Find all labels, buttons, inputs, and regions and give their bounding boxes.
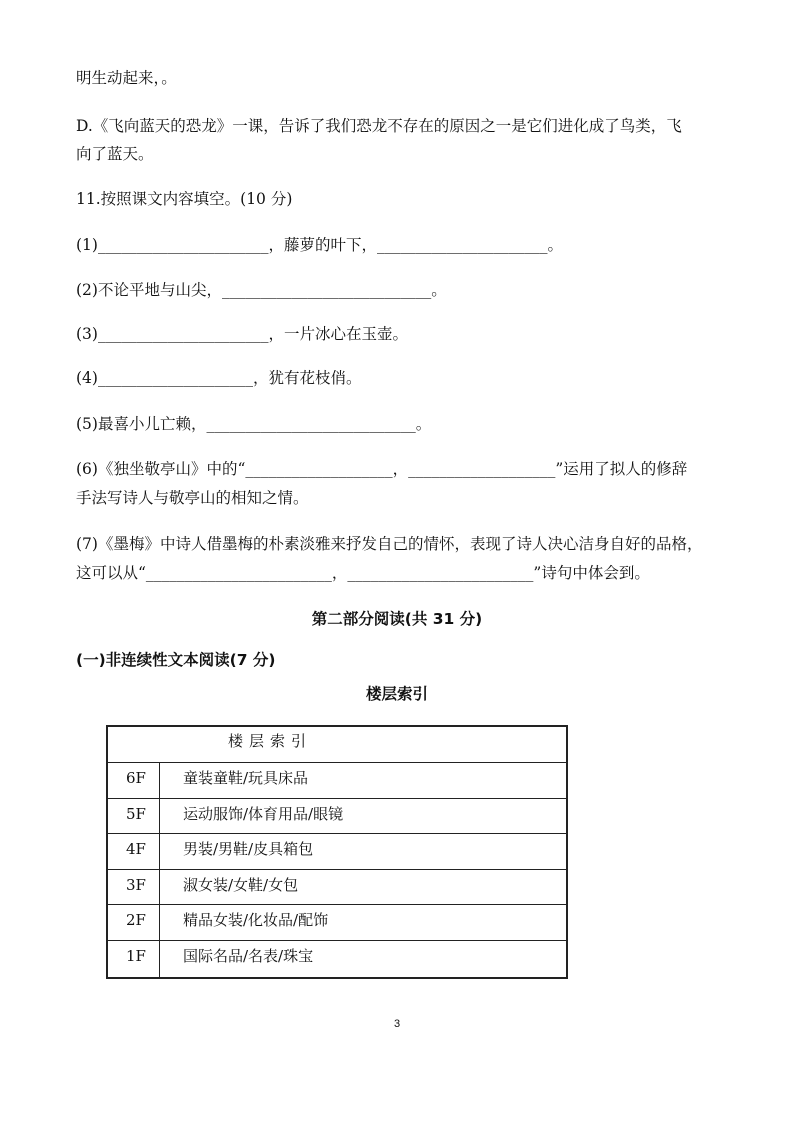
text-line: 向了蓝天。 xyxy=(76,145,154,163)
table-row xyxy=(108,870,566,906)
table-row xyxy=(108,834,566,870)
text-line: D.《飞向蓝天的恐龙》一课，告诉了我们恐龙不存在的原因之一是它们进化成了鸟类，飞 xyxy=(76,117,682,135)
fill-blank-3: (3)______________________，一片冰心在玉壶。 xyxy=(76,325,408,343)
category-cell: 精品女装/化妆品/配饰 xyxy=(183,911,329,929)
floor-cell: 2F xyxy=(108,905,160,940)
text-line: 这可以从“________________________，________________________”诗句中体会到。 xyxy=(76,564,650,582)
page-number: 3 xyxy=(393,1018,401,1030)
text-line: 手法写诗人与敬亭山的相知之情。 xyxy=(76,489,309,507)
table-row xyxy=(108,763,566,799)
category-cell: 男装/男鞋/皮具箱包 xyxy=(183,840,314,858)
category-cell: 国际名品/名表/珠宝 xyxy=(183,946,314,965)
table-header: 楼层索引 xyxy=(108,727,566,763)
section-title: 第二部分阅读(共 31 分) xyxy=(311,610,483,628)
category-cell: 童装童鞋/玩具床品 xyxy=(183,769,309,787)
fill-blank-1: (1)______________________，藤萝的叶下，______________________。 xyxy=(76,236,563,254)
fill-blank-2: (2)不论平地与山尖，___________________________。 xyxy=(76,281,447,299)
subsection-title: (一)非连续性文本阅读(7 分) xyxy=(76,651,276,669)
fill-blank-4: (4)____________________，犹有花枝俏。 xyxy=(76,369,362,387)
floor-index-table xyxy=(106,725,568,979)
text-line: 明生动起来，。 xyxy=(76,69,177,87)
table-row xyxy=(108,941,566,977)
category-cell: 淑女装/女鞋/女包 xyxy=(183,875,299,894)
table-row xyxy=(108,905,566,941)
question-heading: 11.按照课文内容填空。(10 分) xyxy=(76,190,293,208)
fill-blank-5: (5)最喜小儿亡赖，___________________________。 xyxy=(76,415,432,433)
fill-blank-6: (6)《独坐敬亭山》中的“___________________，___________________”运用了拟人的修辞 xyxy=(76,460,688,478)
floor-cell: 5F xyxy=(108,799,160,834)
floor-cell: 6F xyxy=(108,763,160,798)
fill-blank-7: (7)《墨梅》中诗人借墨梅的朴素淡雅来抒发自己的情怀，表现了诗人决心洁身自好的品格， xyxy=(76,535,703,553)
floor-cell: 3F xyxy=(108,870,160,905)
floor-cell: 4F xyxy=(108,834,160,869)
table-title: 楼层索引 xyxy=(365,685,428,703)
table-row xyxy=(108,799,566,835)
floor-cell: 1F xyxy=(108,941,160,977)
category-cell: 运动服饰/体育用品/眼镜 xyxy=(183,804,344,823)
